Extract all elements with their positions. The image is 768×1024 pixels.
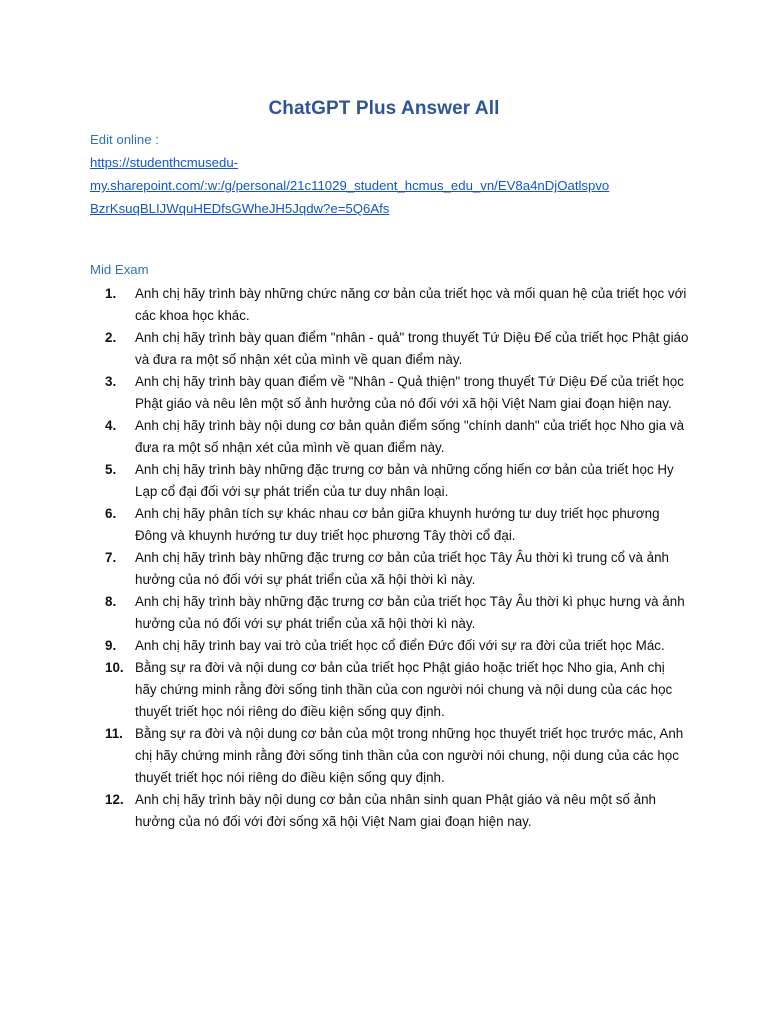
list-item-number xyxy=(90,327,135,371)
list-item-text: Anh chị hãy trình bày những đặc trưng cơ bản của triết học Tây Âu thời kì phục hưng và ảnh hưởng của nó đối với sự phát triển của xã hội thời kì này. xyxy=(135,594,685,631)
list-item-number-text: 6. xyxy=(105,506,117,521)
list-item-number-text: 5. xyxy=(105,462,117,477)
section-heading-mid-exam: Mid Exam xyxy=(90,262,149,277)
list-item-text: Bằng sự ra đời và nội dung cơ bản của triết học Phật giáo hoặc triết học Nho gia, Anh chị hãy chứng minh rằng đời sống tinh thần của con người nói chung và nội dung của các học thuyết triết học nói riêng do điều kiện sống quy định. xyxy=(135,660,673,719)
list-item-number xyxy=(90,283,135,327)
list-item-number xyxy=(90,723,135,789)
list-item-text: Anh chị hãy trình bày nội dung cơ bản của nhân sinh quan Phật giáo và nêu một số ảnh hưởng của nó đối với đời sống xã hội Việt Nam giai đoạn hiện nay. xyxy=(135,792,656,829)
list-item-number xyxy=(90,415,135,459)
list-item-number xyxy=(90,547,135,591)
sharepoint-link[interactable] xyxy=(90,151,690,220)
list-item xyxy=(90,789,690,833)
list-item-number-text: 1. xyxy=(105,286,117,301)
list-item-number xyxy=(90,789,135,833)
list-item xyxy=(90,591,690,635)
question-list xyxy=(90,283,690,833)
list-item xyxy=(90,327,690,371)
list-item xyxy=(90,657,690,723)
list-item xyxy=(90,503,690,547)
edit-online-block xyxy=(90,128,690,220)
list-item-number xyxy=(90,371,135,415)
link-line-2: my.sharepoint.com/:w:/g/personal/21c11029_student_hcmus_edu_vn/EV8a4nDjOatlspvo xyxy=(90,178,610,193)
list-item-number xyxy=(90,591,135,635)
list-item-text: Anh chị hãy trình bày quan điểm về "Nhân - Quả thiện" trong thuyết Tứ Diệu Đế của triết học Phật giáo và nêu lên một số ảnh hưởng của nó đối với xã hội Việt Nam giai đoạn hiện nay. xyxy=(135,374,684,411)
list-item xyxy=(90,547,690,591)
list-item-number-text: 11. xyxy=(105,726,123,741)
list-item-number-text: 2. xyxy=(105,330,117,345)
list-item-number-text: 9. xyxy=(105,638,117,653)
list-item xyxy=(90,459,690,503)
list-item-text: Anh chị hãy trình bày những đặc trưng cơ bản của triết học Tây Âu thời kì trung cổ và ảnh hưởng của nó đối với sự phát triển của xã hội thời kì này. xyxy=(135,550,669,587)
list-item xyxy=(90,723,690,789)
list-item-text: Anh chị hãy trình bày những chức năng cơ bản của triết học và mối quan hệ của triết học với các khoa học khác. xyxy=(135,286,687,323)
list-item-number xyxy=(90,459,135,503)
list-item-number-text: 3. xyxy=(105,374,117,389)
list-item xyxy=(90,635,690,657)
list-item xyxy=(90,371,690,415)
edit-online-label: Edit online : xyxy=(90,132,159,147)
list-item-number-text: 10. xyxy=(105,660,124,675)
list-item-number-text: 4. xyxy=(105,418,117,433)
list-item-number xyxy=(90,657,135,723)
link-line-1: https://studenthcmusedu- xyxy=(90,155,239,170)
list-item-text: Anh chị hãy trình bày những đặc trưng cơ bản và những cống hiến cơ bản của triết học Hy Lạp cổ đại đối với sự phát triển của tư duy nhân loại. xyxy=(135,462,674,499)
list-item-text: Bằng sự ra đời và nội dung cơ bản của một trong những học thuyết triết học trước mác, Anh chị hãy chứng minh rằng đời sống tinh thần của con người nói chung, nội dung của các học thuyết triết học nói riêng do điều kiện sống quy định. xyxy=(135,726,684,785)
list-item xyxy=(90,415,690,459)
list-item-number-text: 12. xyxy=(105,792,124,807)
list-item-text: Anh chị hãy trình bày quan điểm "nhân - quả" trong thuyết Tứ Diệu Đế của triết học Phật giáo và đưa ra một số nhận xét của mình về quan điểm này. xyxy=(135,330,689,367)
list-item-number-text: 8. xyxy=(105,594,117,609)
list-item-text: Anh chị hãy trình bày nội dung cơ bản quản điểm sống "chính danh" của triết học Nho gia và đưa ra một số nhận xét của mình về quan điểm này. xyxy=(135,418,685,455)
list-item-number xyxy=(90,503,135,547)
list-item xyxy=(90,283,690,327)
document-title: ChatGPT Plus Answer All xyxy=(268,98,500,119)
list-item-text: Anh chị hãy phân tích sự khác nhau cơ bản giữa khuynh hướng tư duy triết học phương Đông và khuynh hướng tư duy triết học phương Tây thời cổ đại. xyxy=(135,506,660,543)
list-item-number-text: 7. xyxy=(105,550,117,565)
list-item-number xyxy=(90,635,135,657)
list-item-text: Anh chị hãy trình bay vai trò của triết học cổ điển Đức đối với sự ra đời của triết học Mác. xyxy=(135,638,665,653)
link-line-3: BzrKsuqBLIJWquHEDfsGWheJH5Jqdw?e=5Q6Afs xyxy=(90,201,390,216)
